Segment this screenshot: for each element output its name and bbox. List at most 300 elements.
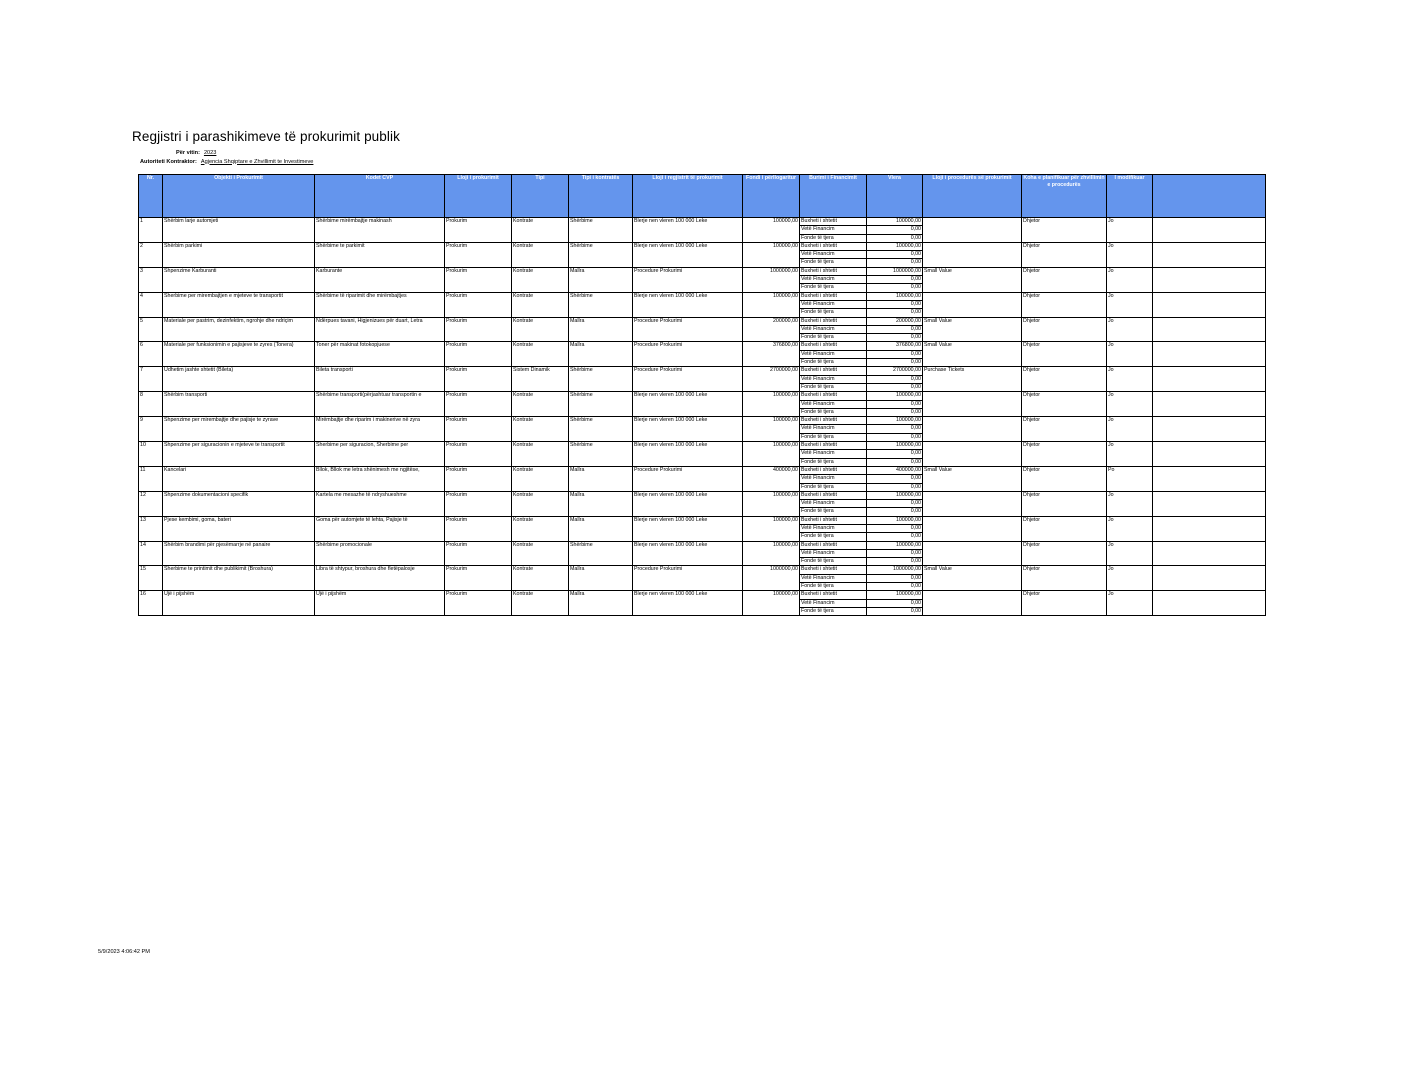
column-header: Tipi i kontratës [569,175,633,218]
planned-time [1022,400,1107,408]
table-row [139,375,1266,383]
funding-value: 0,00 [867,450,923,458]
estimated-fund: 1000000,00 [743,267,800,275]
row-number [139,383,163,391]
procurement-object: Sherbime per mirembajtjen e mjeteve te transportit [163,292,315,300]
cpv-code [315,325,445,333]
cpv-code [315,583,445,591]
register-type [633,226,743,234]
table-row [139,300,1266,308]
funding-value: 0,00 [867,500,923,508]
estimated-fund: 100000,00 [743,392,800,400]
planned-time [1022,549,1107,557]
type [512,533,569,541]
register-type [633,558,743,566]
funding-source: Vetë Financim [800,375,867,383]
authority-line [140,159,313,166]
table-row [139,292,1266,300]
planned-time [1022,309,1107,317]
procurement-object [163,234,315,242]
planned-time: Dhjetor [1022,591,1107,599]
type [512,383,569,391]
contract-type [569,300,633,308]
funding-source: Fonde të tjera [800,483,867,491]
funding-source: Buxheti i shtetit [800,566,867,574]
planned-time [1022,583,1107,591]
procurement-object [163,226,315,234]
type [512,259,569,267]
contract-type: Shërbime [569,242,633,250]
type: Kontrate [512,292,569,300]
procurement-object: Sherbime te printimit dhe publikimit (Broshura) [163,566,315,574]
procedure-type [923,516,1022,524]
planned-time [1022,607,1107,615]
funding-value: 100000,00 [867,218,923,226]
procurement-object [163,284,315,292]
modified-flag [1107,408,1153,416]
procedure-type [923,400,1022,408]
procurement-object: Shpenzime per mirembajtje dhe pajisje te zyrave [163,417,315,425]
procurement-kind: Prokurim [445,218,512,226]
register-type [633,300,743,308]
row-number: 13 [139,516,163,524]
cpv-code: Goma për automjete të lehta, Pajisje të [315,516,445,524]
table-row [139,408,1266,416]
procurement-object [163,251,315,259]
procedure-type [923,549,1022,557]
year-value[interactable]: 2023 [203,150,217,156]
procurement-kind [445,450,512,458]
planned-time [1022,533,1107,541]
procurement-kind [445,475,512,483]
empty-cell [1153,574,1266,582]
funding-value: 0,00 [867,375,923,383]
funding-source: Vetë Financim [800,350,867,358]
type [512,500,569,508]
empty-cell [1153,458,1266,466]
procurement-kind [445,359,512,367]
row-number: 5 [139,317,163,325]
empty-cell [1153,549,1266,557]
cpv-code: Bllok, Bllok me letra shënimesh me ngjitëse, [315,466,445,474]
funding-value: 0,00 [867,350,923,358]
estimated-fund [743,334,800,342]
register-type [633,508,743,516]
row-number [139,583,163,591]
column-header: Vlera [867,175,923,218]
procurement-object [163,276,315,284]
planned-time [1022,524,1107,532]
register-type [633,450,743,458]
funding-value: 0,00 [867,533,923,541]
cpv-code [315,359,445,367]
table-row [139,508,1266,516]
procurement-object [163,433,315,441]
procurement-object [163,533,315,541]
procurement-object [163,475,315,483]
estimated-fund [743,359,800,367]
planned-time [1022,450,1107,458]
planned-time [1022,300,1107,308]
planned-time: Dhjetor [1022,516,1107,524]
procedure-type [923,483,1022,491]
modified-flag [1107,433,1153,441]
funding-source: Buxheti i shtetit [800,317,867,325]
empty-cell [1153,541,1266,549]
funding-value: 100000,00 [867,292,923,300]
procurement-kind [445,284,512,292]
table-row [139,450,1266,458]
estimated-fund [743,508,800,516]
funding-value: 0,00 [867,276,923,284]
empty-cell [1153,425,1266,433]
row-number [139,375,163,383]
row-number [139,400,163,408]
register-type [633,408,743,416]
procurement-object [163,524,315,532]
procedure-type [923,350,1022,358]
column-header: Burimi i Financimit [800,175,867,218]
procedure-type [923,599,1022,607]
estimated-fund: 100000,00 [743,292,800,300]
table-body [139,218,1266,616]
modified-flag: Po [1107,466,1153,474]
authority-label: Autoriteti Kontraktor: [140,158,197,165]
funding-value: 200000,00 [867,317,923,325]
funding-value: 0,00 [867,583,923,591]
planned-time [1022,574,1107,582]
empty-cell [1153,218,1266,226]
table-row [139,383,1266,391]
register-type: Blerje nen vleren 100 000 Leke [633,417,743,425]
table-row [139,475,1266,483]
table-row [139,342,1266,350]
estimated-fund [743,251,800,259]
procurement-kind: Prokurim [445,417,512,425]
estimated-fund [743,433,800,441]
funding-value: 0,00 [867,458,923,466]
row-number [139,334,163,342]
table-row [139,367,1266,375]
empty-cell [1153,234,1266,242]
procurement-object [163,259,315,267]
table-row [139,574,1266,582]
empty-cell [1153,300,1266,308]
register-type [633,375,743,383]
table-row [139,284,1266,292]
funding-value: 0,00 [867,226,923,234]
row-number: 1 [139,218,163,226]
contract-type: Shërbime [569,218,633,226]
register-type: Blerje nen vleren 100 000 Leke [633,541,743,549]
row-number: 10 [139,442,163,450]
procurement-object [163,574,315,582]
procurement-kind [445,300,512,308]
estimated-fund [743,325,800,333]
table-row [139,583,1266,591]
column-header: Nr. [139,175,163,218]
table-row [139,591,1266,599]
empty-cell [1153,309,1266,317]
procedure-type [923,242,1022,250]
column-header: Lloji i procedurës së prokurimit [923,175,1022,218]
cpv-code [315,558,445,566]
empty-cell [1153,524,1266,532]
funding-source: Vetë Financim [800,599,867,607]
contract-type [569,483,633,491]
procedure-type [923,284,1022,292]
procedure-type [923,276,1022,284]
register-type [633,334,743,342]
type [512,350,569,358]
funding-value: 0,00 [867,599,923,607]
estimated-fund [743,259,800,267]
register-type [633,583,743,591]
row-number: 4 [139,292,163,300]
funding-source: Vetë Financim [800,325,867,333]
planned-time: Dhjetor [1022,218,1107,226]
estimated-fund: 100000,00 [743,442,800,450]
row-number [139,533,163,541]
procedure-type [923,408,1022,416]
cpv-code: Ndërpues tavani, Higjenizues për duart, Letra [315,317,445,325]
register-type [633,259,743,267]
estimated-fund [743,350,800,358]
procurement-kind: Prokurim [445,466,512,474]
register-type [633,524,743,532]
cpv-code [315,334,445,342]
modified-flag: Jo [1107,267,1153,275]
table-row [139,566,1266,574]
funding-source: Vetë Financim [800,524,867,532]
type [512,508,569,516]
planned-time: Dhjetor [1022,491,1107,499]
row-number [139,574,163,582]
procurement-kind [445,433,512,441]
type [512,309,569,317]
procurement-object [163,500,315,508]
funding-source: Fonde të tjera [800,309,867,317]
funding-value: 0,00 [867,574,923,582]
register-type [633,359,743,367]
register-type [633,533,743,541]
procedure-type [923,533,1022,541]
funding-source: Buxheti i shtetit [800,267,867,275]
table-row [139,483,1266,491]
funding-source: Buxheti i shtetit [800,292,867,300]
cpv-code: Shërbime të riparimit dhe mirëmbajtjes [315,292,445,300]
procedure-type [923,375,1022,383]
row-number: 14 [139,541,163,549]
procurement-object [163,400,315,408]
modified-flag [1107,475,1153,483]
funding-value: 1000000,00 [867,566,923,574]
empty-cell [1153,242,1266,250]
procurement-object: Ujë i pijshëm [163,591,315,599]
empty-cell [1153,367,1266,375]
procurement-object: Materiale per pastrim, dezinfektim, ngrohje dhe ndriçim [163,317,315,325]
modified-flag: Jo [1107,591,1153,599]
row-number: 6 [139,342,163,350]
row-number [139,325,163,333]
procurement-object: Pjese kembimi, goma, bateri [163,516,315,524]
procurement-kind [445,375,512,383]
register-type [633,599,743,607]
funding-value: 0,00 [867,259,923,267]
authority-value[interactable]: Agjencia Shqiptare e Zhvillimit te Investimeve [200,158,314,165]
empty-cell [1153,276,1266,284]
funding-source: Fonde të tjera [800,284,867,292]
procurement-kind [445,458,512,466]
procurement-object [163,450,315,458]
register-type: Blerje nen vleren 100 000 Leke [633,442,743,450]
funding-source: Vetë Financim [800,549,867,557]
modified-flag: Jo [1107,218,1153,226]
procedure-type [923,325,1022,333]
planned-time: Dhjetor [1022,417,1107,425]
table-row [139,400,1266,408]
contract-type [569,284,633,292]
type [512,483,569,491]
planned-time: Dhjetor [1022,292,1107,300]
contract-type [569,309,633,317]
modified-flag [1107,309,1153,317]
row-number [139,483,163,491]
procurement-kind: Prokurim [445,541,512,549]
modified-flag [1107,226,1153,234]
procurement-kind: Prokurim [445,267,512,275]
procurement-object [163,408,315,416]
table-row [139,309,1266,317]
procedure-type [923,458,1022,466]
type [512,300,569,308]
estimated-fund [743,276,800,284]
procedure-type [923,300,1022,308]
funding-source: Vetë Financim [800,276,867,284]
cpv-code: Shërbime promocionale [315,541,445,549]
modified-flag: Jo [1107,516,1153,524]
procedure-type: Small Value [923,267,1022,275]
row-number [139,284,163,292]
funding-source: Fonde të tjera [800,259,867,267]
contract-type [569,533,633,541]
funding-source: Vetë Financim [800,400,867,408]
procurement-object [163,599,315,607]
procedure-type [923,508,1022,516]
contract-type [569,251,633,259]
contract-type: Mallra [569,516,633,524]
table-row [139,524,1266,532]
procurement-kind [445,500,512,508]
procedure-type [923,251,1022,259]
empty-cell [1153,417,1266,425]
estimated-fund [743,226,800,234]
funding-source: Buxheti i shtetit [800,242,867,250]
procedure-type [923,359,1022,367]
modified-flag [1107,583,1153,591]
planned-time [1022,325,1107,333]
register-type [633,425,743,433]
procedure-type [923,383,1022,391]
register-type [633,309,743,317]
register-type [633,475,743,483]
contract-type [569,359,633,367]
funding-value: 0,00 [867,334,923,342]
cpv-code: Shërbime mirëmbajtje makinash [315,218,445,226]
contract-type [569,458,633,466]
funding-value: 0,00 [867,251,923,259]
type [512,334,569,342]
column-header: Lloji i prokurimit [445,175,512,218]
procurement-kind [445,599,512,607]
planned-time: Dhjetor [1022,566,1107,574]
modified-flag [1107,334,1153,342]
planned-time [1022,259,1107,267]
funding-source: Vetë Financim [800,574,867,582]
cpv-code [315,500,445,508]
modified-flag [1107,383,1153,391]
estimated-fund [743,234,800,242]
procurement-kind [445,549,512,557]
funding-value: 0,00 [867,607,923,615]
funding-source: Fonde të tjera [800,334,867,342]
funding-value: 0,00 [867,383,923,391]
row-number [139,458,163,466]
contract-type [569,508,633,516]
table-row [139,242,1266,250]
planned-time: Dhjetor [1022,317,1107,325]
type [512,583,569,591]
register-type [633,234,743,242]
planned-time [1022,226,1107,234]
procurement-object [163,309,315,317]
funding-source: Buxheti i shtetit [800,591,867,599]
contract-type [569,583,633,591]
modified-flag [1107,533,1153,541]
modified-flag [1107,483,1153,491]
funding-source: Fonde të tjera [800,359,867,367]
empty-cell [1153,317,1266,325]
procedure-type [923,607,1022,615]
row-number [139,359,163,367]
funding-source: Buxheti i shtetit [800,218,867,226]
procurement-kind [445,583,512,591]
row-number: 9 [139,417,163,425]
procedure-type [923,500,1022,508]
row-number [139,425,163,433]
type: Sistem Dinamik [512,367,569,375]
estimated-fund [743,408,800,416]
cpv-code: Karburante [315,267,445,275]
cpv-code: Bileta transporti [315,367,445,375]
table-row [139,251,1266,259]
contract-type [569,433,633,441]
procedure-type [923,226,1022,234]
planned-time [1022,599,1107,607]
funding-source: Fonde të tjera [800,433,867,441]
funding-value: 0,00 [867,483,923,491]
procurement-kind: Prokurim [445,442,512,450]
table-row [139,218,1266,226]
empty-cell [1153,599,1266,607]
type: Kontrate [512,566,569,574]
funding-source: Vetë Financim [800,450,867,458]
contract-type [569,234,633,242]
estimated-fund: 376800,00 [743,342,800,350]
row-number [139,251,163,259]
empty-cell [1153,442,1266,450]
table-row [139,334,1266,342]
